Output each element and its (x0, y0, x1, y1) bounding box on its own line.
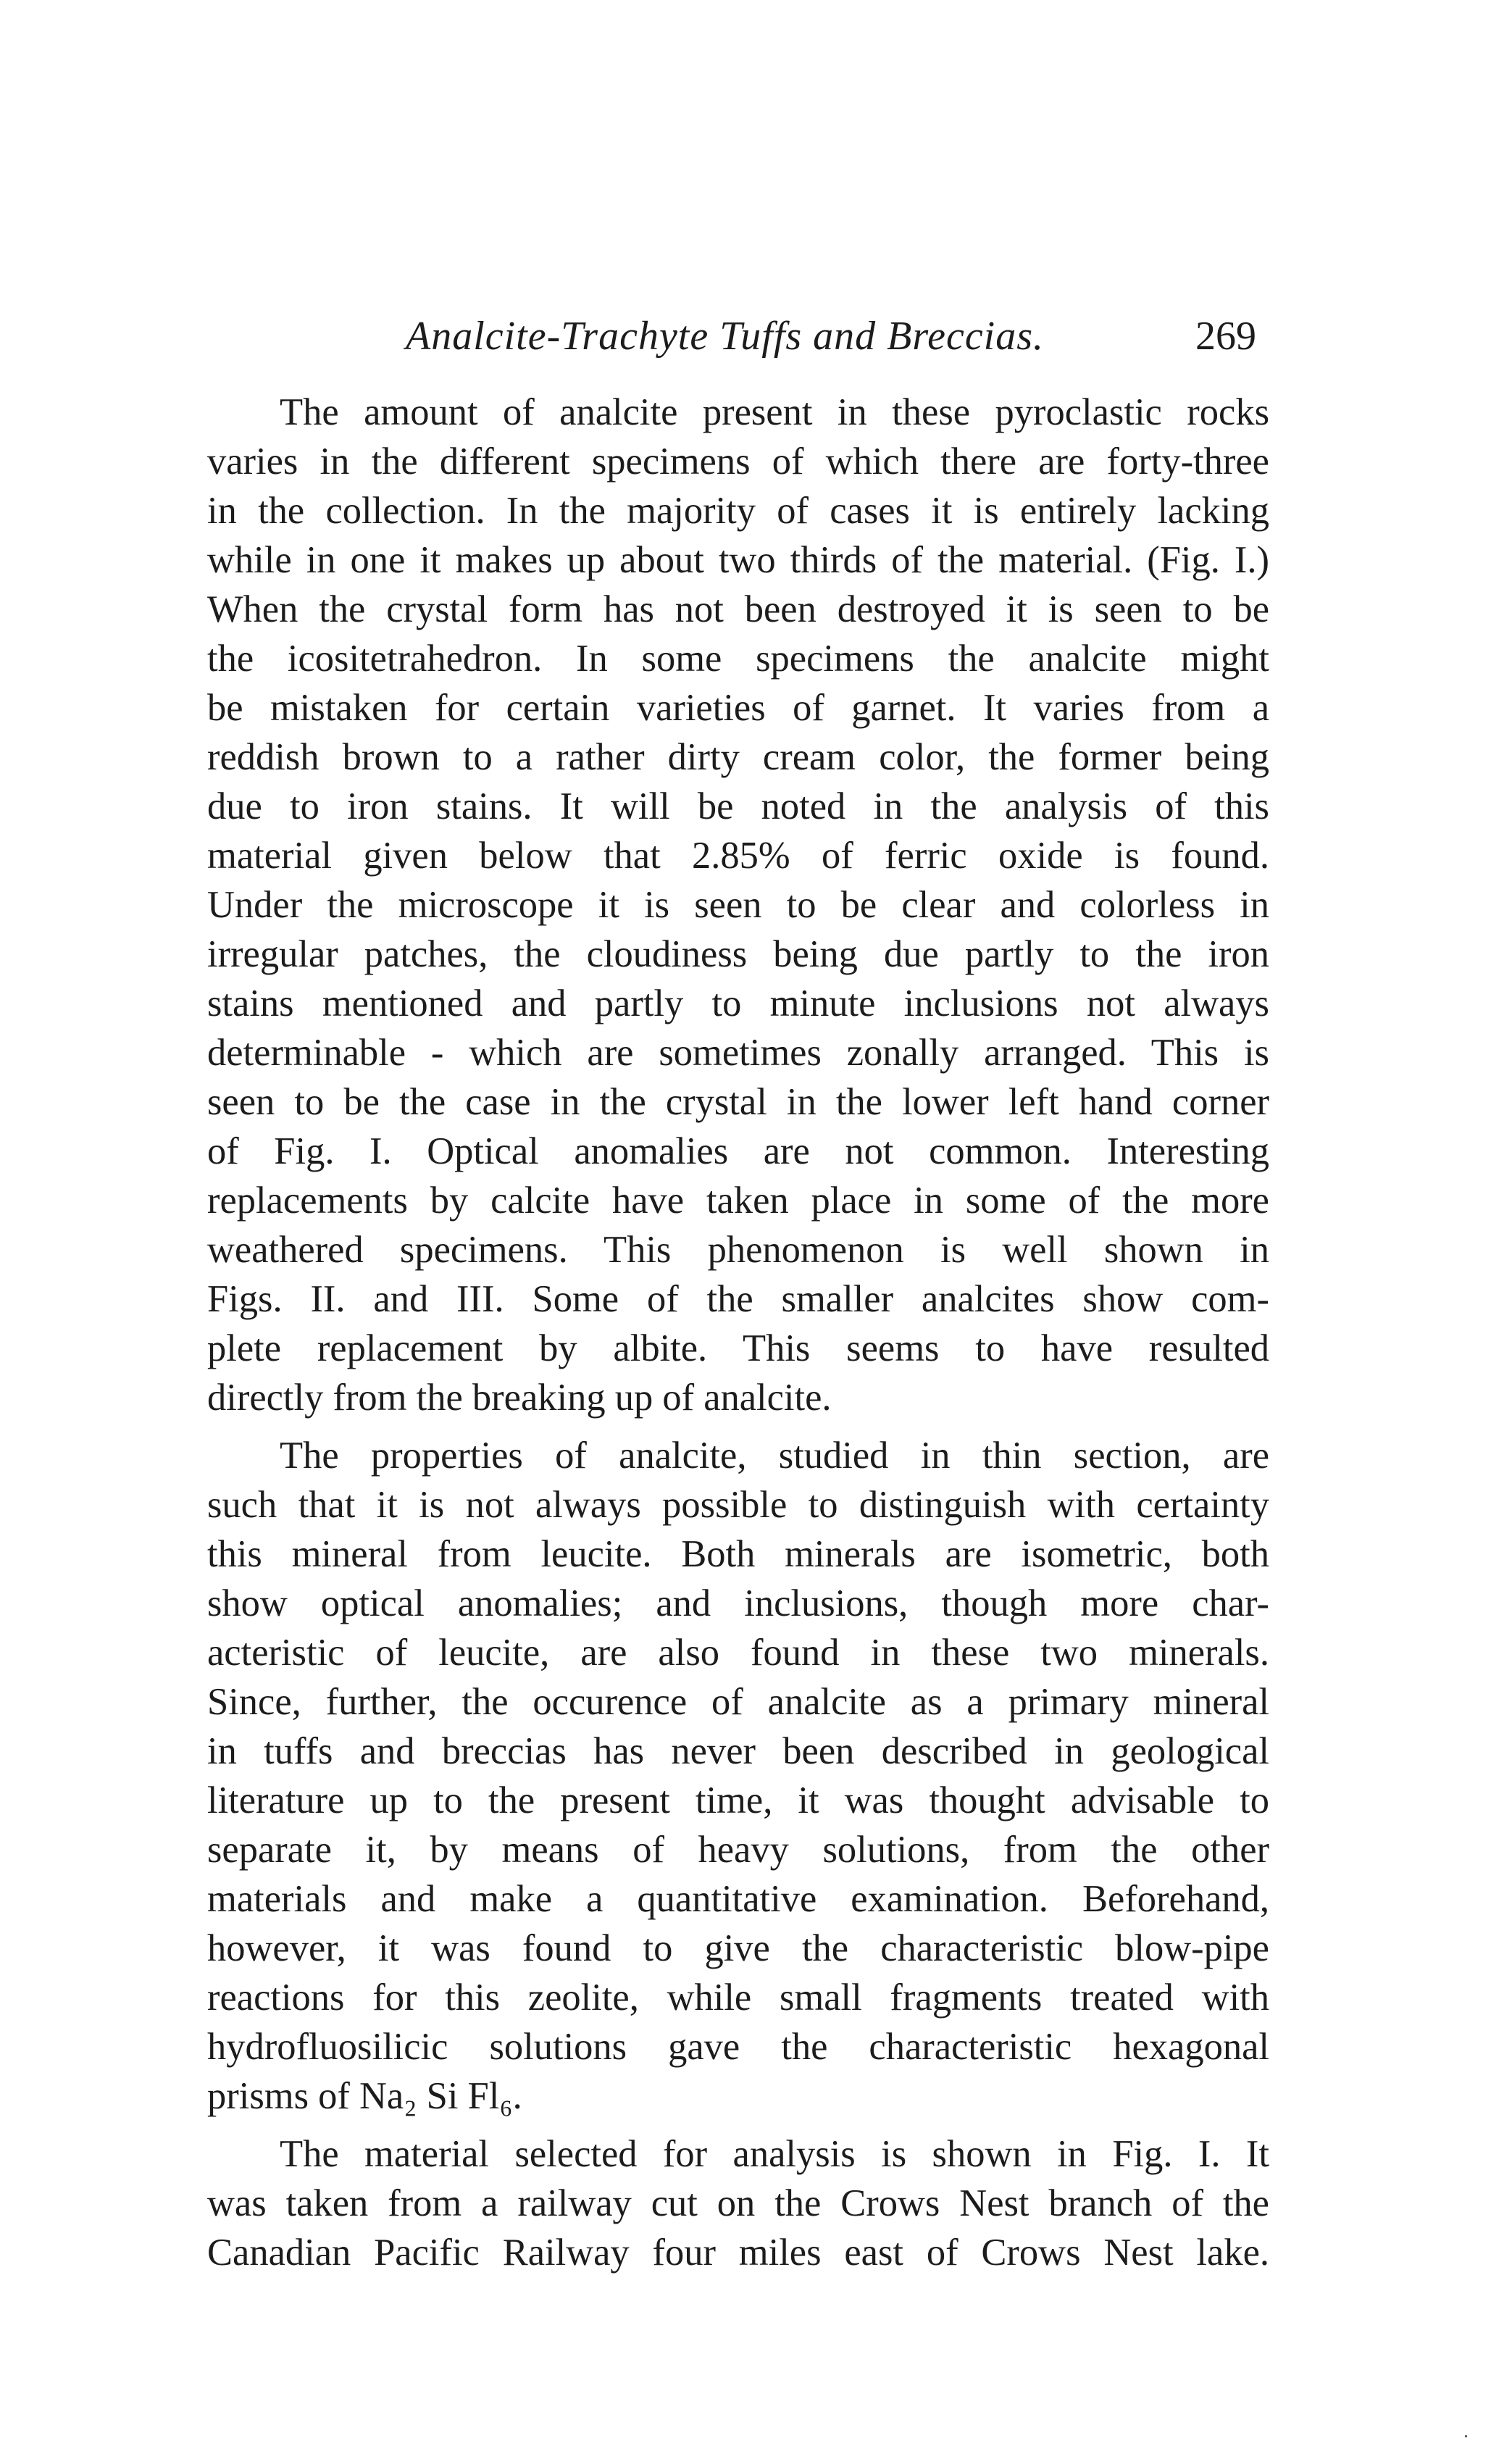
text-line: prisms of Na₂ Si Fl₆. (207, 2075, 522, 2117)
text-line: Since, further, the occurence of analcite as a primary mineral (207, 1681, 1269, 1723)
text-line: show optical anomalies; and inclusions, though more char- (207, 1582, 1269, 1624)
text-line: varies in the different specimens of which there are forty-three (207, 441, 1269, 483)
text-line: stains mentioned and partly to minute inclusions not always (207, 982, 1269, 1024)
text-line: in tuffs and breccias has never been described in geological (207, 1730, 1269, 1772)
text-line: seen to be the case in the crystal in the lower left hand corner (207, 1081, 1269, 1123)
page-number: 269 (1195, 314, 1256, 359)
text-line: The properties of analcite, studied in thin section, are (280, 1435, 1269, 1477)
text-line: directly from the breaking up of analcite. (207, 1377, 832, 1419)
text-line: Figs. II. and III. Some of the smaller analcites show com- (207, 1278, 1269, 1320)
text-line: was taken from a railway cut on the Crows Nest branch of the (207, 2182, 1269, 2224)
text-line: determinable - which are sometimes zonally arranged. This is (207, 1032, 1269, 1074)
text-line: plete replacement by albite. This seems to have resulted (207, 1327, 1269, 1369)
text-line: literature up to the present time, it was thought advisable to (207, 1779, 1269, 1821)
text-line: the icositetrahedron. In some specimens the analcite might (207, 638, 1269, 680)
text-line: The amount of analcite present in these pyroclastic rocks (280, 391, 1269, 433)
text-line: weathered specimens. This phenomenon is well shown in (207, 1229, 1269, 1271)
text-line: due to iron stains. It will be noted in the analysis of this (207, 785, 1269, 827)
text-line: separate it, by means of heavy solutions, from the other (207, 1829, 1269, 1871)
paragraph-material-selected (207, 2129, 1269, 2277)
text-line: this mineral from leucite. Both minerals are isometric, both (207, 1533, 1269, 1575)
text-line: material given below that 2.85% of ferric oxide is found. (207, 835, 1269, 877)
text-line: reactions for this zeolite, while small fragments treated with (207, 1977, 1269, 2019)
text-line: such that it is not always possible to distinguish with certainty (207, 1484, 1269, 1526)
text-line: Under the microscope it is seen to be clear and colorless in (207, 884, 1269, 926)
text-line: be mistaken for certain varieties of garnet. It varies from a (207, 687, 1269, 729)
running-title: Analcite-Trachyte Tuffs and Breccias. (406, 314, 1045, 359)
text-line: replacements by calcite have taken place in some of the more (207, 1180, 1269, 1222)
paragraph-analcite-amount (207, 388, 1269, 1422)
text-line: however, it was found to give the characteristic blow-pipe (207, 1927, 1269, 1969)
text-line: in the collection. In the majority of cases it is entirely lacking (207, 490, 1269, 532)
text-line: When the crystal form has not been destroyed it is seen to be (207, 588, 1269, 630)
body-text (207, 388, 1269, 2277)
text-line: reddish brown to a rather dirty cream color, the former being (207, 736, 1269, 778)
text-line: acteristic of leucite, are also found in these two minerals. (207, 1632, 1269, 1674)
text-line: materials and make a quantitative examination. Beforehand, (207, 1878, 1269, 1920)
text-line: Canadian Pacific Railway four miles east of Crows Nest lake. (207, 2232, 1269, 2274)
text-line: The material selected for analysis is shown in Fig. I. It (280, 2133, 1269, 2175)
text-line: hydrofluosilicic solutions gave the characteristic hexagonal (207, 2026, 1269, 2068)
margin-mark: . (1463, 2420, 1469, 2442)
text-line: of Fig. I. Optical anomalies are not common. Interesting (207, 1130, 1269, 1172)
paragraph-analcite-properties (207, 1431, 1269, 2121)
text-line: irregular patches, the cloudiness being due partly to the iron (207, 933, 1269, 975)
text-line: while in one it makes up about two thirds of the material. (Fig. I.) (207, 539, 1269, 581)
